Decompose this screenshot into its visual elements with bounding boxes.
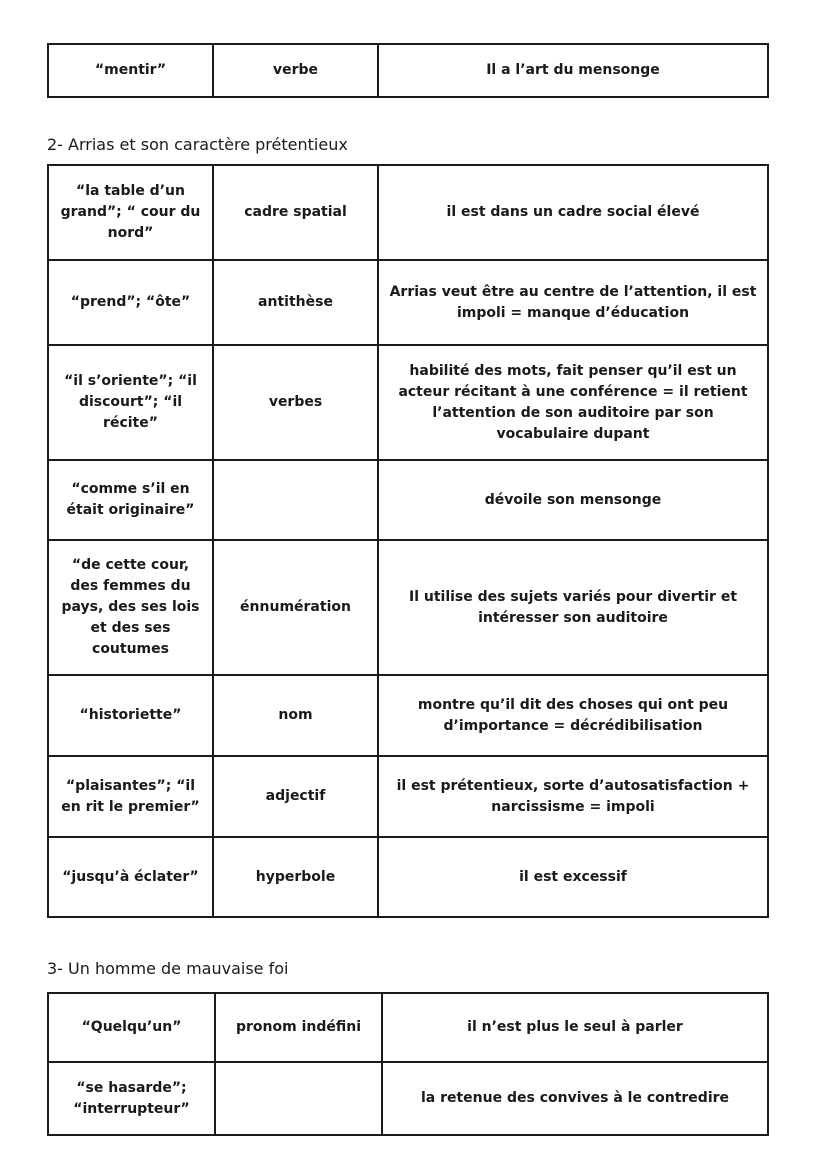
table-row: [48, 756, 768, 837]
interpretation-cell: la retenue des convives à le contredire: [382, 1062, 768, 1135]
table-row: [48, 260, 768, 345]
quote-cell: “plaisantes”; “il en rit le premier”: [48, 756, 213, 837]
quote-cell: “jusqu’à éclater”: [48, 837, 213, 917]
quote-cell: “se hasarde”; “interrupteur”: [48, 1062, 215, 1135]
interpretation-cell: il n’est plus le seul à parler: [382, 993, 768, 1062]
table-row: [48, 540, 768, 675]
interpretation-cell: il est excessif: [378, 837, 768, 917]
procede-cell: énnumération: [213, 540, 378, 675]
interpretation-cell: Arrias veut être au centre de l’attention, il est impoli = manque d’éducation: [378, 260, 768, 345]
interpretation-cell: montre qu’il dit des choses qui ont peu d’importance = décrédibilisation: [378, 675, 768, 756]
interpretation-cell: dévoile son mensonge: [378, 460, 768, 540]
interpretation-cell: il est dans un cadre social élevé: [378, 165, 768, 260]
interpretation-cell: habilité des mots, fait penser qu’il est un acteur récitant à une conférence = il retient l’attention de son auditoire par son vocabulaire dupant: [378, 345, 768, 460]
procede-cell: [215, 1062, 382, 1135]
procede-cell: [213, 460, 378, 540]
table-row: [48, 44, 768, 97]
quote-cell: “il s’oriente”; “il discourt”; “il récite”: [48, 345, 213, 460]
table-row: [48, 165, 768, 260]
procede-cell: verbe: [213, 44, 378, 97]
procede-cell: pronom indéfini: [215, 993, 382, 1062]
quote-cell: “de cette cour, des femmes du pays, des ses lois et des ses coutumes: [48, 540, 213, 675]
quote-cell: “historiette”: [48, 675, 213, 756]
table-row: [48, 993, 768, 1062]
procede-cell: verbes: [213, 345, 378, 460]
table-arrias-pretentieux: [47, 164, 769, 918]
section-3-heading: 3- Un homme de mauvaise foi: [47, 959, 289, 978]
table-row: [48, 1062, 768, 1135]
table-row: [48, 837, 768, 917]
section-2-heading: 2- Arrias et son caractère prétentieux: [47, 135, 348, 154]
table-row: [48, 675, 768, 756]
table-row: [48, 460, 768, 540]
procede-cell: nom: [213, 675, 378, 756]
procede-cell: antithèse: [213, 260, 378, 345]
interpretation-cell: Il a l’art du mensonge: [378, 44, 768, 97]
quote-cell: “Quelqu’un”: [48, 993, 215, 1062]
quote-cell: “la table d’un grand”; “ cour du nord”: [48, 165, 213, 260]
table-mensonge: [47, 43, 769, 98]
table-row: [48, 345, 768, 460]
interpretation-cell: Il utilise des sujets variés pour divertir et intéresser son auditoire: [378, 540, 768, 675]
quote-cell: “comme s’il en était originaire”: [48, 460, 213, 540]
procede-cell: adjectif: [213, 756, 378, 837]
procede-cell: hyperbole: [213, 837, 378, 917]
quote-cell: “mentir”: [48, 44, 213, 97]
table-mauvaise-foi: [47, 992, 769, 1136]
procede-cell: cadre spatial: [213, 165, 378, 260]
quote-cell: “prend”; “ôte”: [48, 260, 213, 345]
interpretation-cell: il est prétentieux, sorte d’autosatisfaction + narcissisme = impoli: [378, 756, 768, 837]
